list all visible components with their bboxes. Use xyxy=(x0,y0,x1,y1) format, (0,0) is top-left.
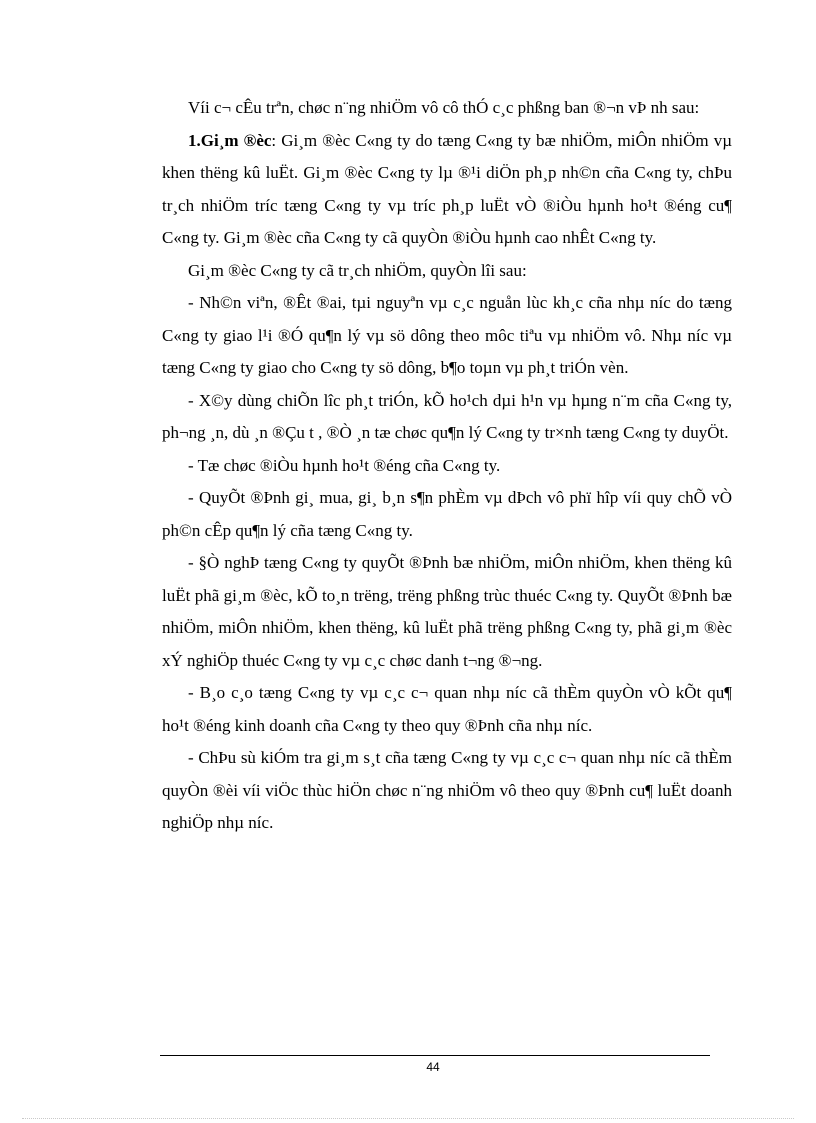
paragraph-director: 1.Gi¸m ®èc: Gi¸m ®èc C«ng ty do tæng C«ng ty bæ nhiÖm, miÔn nhiÖm vµ khen thëng kû luËt. Gi¸m ®èc C«ng ty lµ ®¹i diÖn ph¸p nh©n cña C«ng ty, chÞu tr¸ch nhiÖm tríc tæng C«ng ty vµ tríc ph¸p luËt vÒ ®iÒu hµnh ho¹t ®éng cu¶ C«ng ty. Gi¸m ®èc cña C«ng ty cã quyÒn ®iÒu hµnh cao nhÊt C«ng ty. xyxy=(162,130,732,247)
paragraph-responsibilities: Gi¸m ®èc C«ng ty cã tr¸ch nhiÖm, quyÒn lîi sau: xyxy=(188,260,527,280)
list-item: - B¸o c¸o tæng C«ng ty vµ c¸c c¬ quan nhµ níc cã thÈm quyÒn vÒ kÕt qu¶ ho¹t ®éng kinh doanh cña C«ng ty theo quy ®Þnh cña nhµ níc. xyxy=(162,683,732,735)
section-heading: 1.Gi¸m ®èc xyxy=(188,130,272,150)
list-item: - §Ò nghÞ tæng C«ng ty quyÕt ®Þnh bæ nhiÖm, miÔn nhiÖm, khen thëng kû luËt phã gi¸m ®èc, kÕ to¸n trëng, trëng phßng trùc thuéc C«ng ty. QuyÕt ®Þnh bæ nhiÖm, miÔn nhiÖm, khen thëng, kû luËt phã trëng phßng C«ng ty, phã gi¸m ®èc xÝ nghiÖp thuéc C«ng ty vµ c¸c chøc danh t¬ng ®¬ng. xyxy=(162,553,732,670)
page-number: 44 xyxy=(426,1060,440,1074)
body-text xyxy=(162,92,732,840)
list-item: - Nh©n viªn, ®Êt ®ai, tµi nguyªn vµ c¸c nguån lùc kh¸c cña nhµ níc do tæng C«ng ty giao l¹i ®Ó qu¶n lý vµ sö dông theo môc tiªu vµ nhiÖm vô. Nhµ níc vµ tæng C«ng ty giao cho C«ng ty sö dông, b¶o toµn vµ ph¸t triÓn vèn. xyxy=(162,293,732,377)
page-bottom-divider xyxy=(22,1118,794,1119)
list-item: - ChÞu sù kiÓm tra gi¸m s¸t cña tæng C«ng ty vµ c¸c c¬ quan nhµ níc cã thÈm quyÒn ®èi víi viÖc thùc hiÖn chøc n¨ng nhiÖm vô theo quy ®Þnh cu¶ luËt doanh nghiÖp nhµ níc. xyxy=(162,748,732,832)
list-item: - X©y dùng chiÕn lîc ph¸t triÓn, kÕ ho¹ch dµi h¹n vµ hµng n¨m cña C«ng ty, ph¬ng ¸n, dù ¸n ®Çu t , ®Ò ¸n tæ chøc qu¶n lý C«ng ty tr×nh tæng C«ng ty duyÖt. xyxy=(162,390,732,442)
list-item: - QuyÕt ®Þnh gi¸ mua, gi¸ b¸n s¶n phÈm vµ dÞch vô phï hîp víi quy chÕ vÒ ph©n cÊp qu¶n lý cña tæng C«ng ty. xyxy=(162,488,732,540)
paragraph-intro: Víi c¬ cÊu trªn, chøc n¨ng nhiÖm vô cô thÓ c¸c phßng ban ®¬n vÞ nh sau: xyxy=(188,98,700,117)
list-item: - Tæ chøc ®iÒu hµnh ho¹t ®éng cña C«ng ty. xyxy=(188,455,501,475)
footer-rule xyxy=(160,1055,710,1056)
